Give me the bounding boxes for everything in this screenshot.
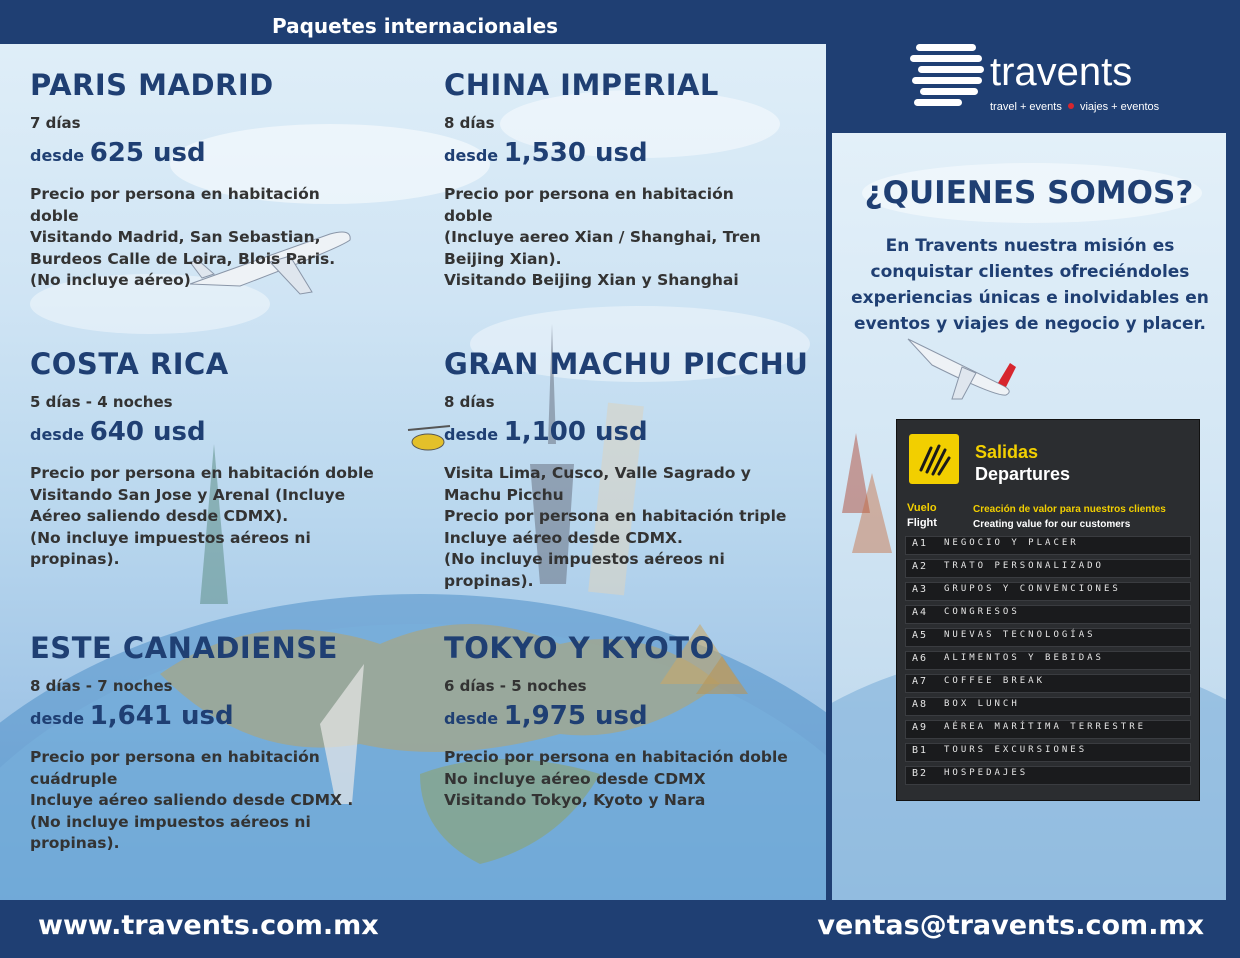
package-duration: 8 días bbox=[444, 114, 495, 132]
about-panel bbox=[832, 133, 1226, 900]
package-duration: 8 días - 7 noches bbox=[30, 677, 173, 695]
board-row-code: A8 bbox=[912, 699, 929, 710]
package-title: PARIS MADRID bbox=[30, 68, 274, 102]
tagline-left: travel + events bbox=[990, 101, 1062, 113]
package-description: Visita Lima, Cusco, Valle Sagrado y Machu Picchu Precio por persona en habitación triple Incluye aéreo desde CDMX. (No incluye impuestos aéreos ni propinas). bbox=[444, 464, 787, 590]
package-tokyo-kyoto bbox=[444, 631, 824, 812]
board-row-dest: TOURS EXCURSIONES bbox=[944, 745, 1088, 755]
board-row bbox=[905, 766, 1191, 785]
package-title: TOKYO Y KYOTO bbox=[444, 631, 715, 665]
airplane-icon bbox=[902, 325, 1022, 405]
tagline-right: viajes + eventos bbox=[1079, 101, 1160, 113]
price-amount: 640 usd bbox=[89, 417, 206, 447]
board-row-dest: CONGRESOS bbox=[944, 607, 1020, 617]
board-row-code: B1 bbox=[912, 745, 929, 756]
package-price bbox=[30, 138, 410, 168]
about-text: En Travents nuestra misión es conquistar clientes ofreciéndoles experiencias únicas e inolvidables en eventos y viajes de negocio y placer. bbox=[851, 236, 1209, 334]
package-description: Precio por persona en habitación cuádruple Incluye aéreo saliendo desde CDMX . (No incluye impuestos aéreos ni propinas). bbox=[30, 748, 354, 852]
package-title: CHINA IMPERIAL bbox=[444, 68, 719, 102]
price-amount: 625 usd bbox=[89, 138, 206, 168]
about-title: ¿QUIENES SOMOS? bbox=[864, 175, 1194, 211]
section-label: Paquetes internacionales bbox=[272, 14, 559, 38]
board-row-dest: BOX LUNCH bbox=[944, 699, 1020, 709]
brand-tagline bbox=[990, 101, 1159, 113]
board-row bbox=[905, 536, 1191, 555]
price-amount: 1,641 usd bbox=[89, 701, 234, 731]
board-row-code: A4 bbox=[912, 607, 929, 618]
package-price bbox=[30, 417, 410, 447]
logo-area bbox=[832, 0, 1240, 133]
price-prefix: desde bbox=[30, 146, 85, 165]
package-duration: 5 días - 4 noches bbox=[30, 393, 173, 411]
board-row-code: A3 bbox=[912, 584, 929, 595]
package-description: Precio por persona en habitación doble Visitando Madrid, San Sebastian, Burdeos Calle de Loira, Blois Paris. (No incluye aéreo) bbox=[30, 185, 336, 289]
board-subtitle-en: Creating value for our customers bbox=[973, 519, 1131, 530]
board-row-dest: GRUPOS Y CONVENCIONES bbox=[944, 584, 1121, 594]
board-row-dest: ALIMENTOS Y BEBIDAS bbox=[944, 653, 1104, 663]
board-title-en: Departures bbox=[975, 464, 1071, 484]
board-row-code: A1 bbox=[912, 538, 929, 549]
tagline-dot-icon bbox=[1068, 103, 1074, 109]
board-row-dest: TRATO PERSONALIZADO bbox=[944, 561, 1104, 571]
price-prefix: desde bbox=[30, 425, 85, 444]
package-description: Precio por persona en habitación doble (Incluye aereo Xian / Shanghai, Tren Beijing Xian). Visitando Beijing Xian y Shanghai bbox=[444, 185, 761, 289]
board-row bbox=[905, 651, 1191, 670]
package-description: Precio por persona en habitación doble No incluye aéreo desde CDMX Visitando Tokyo, Kyoto y Nara bbox=[444, 748, 788, 809]
package-paris-madrid bbox=[30, 68, 410, 292]
price-prefix: desde bbox=[444, 146, 499, 165]
board-row-code: A2 bbox=[912, 561, 929, 572]
board-row bbox=[905, 628, 1191, 647]
departures-board bbox=[896, 419, 1200, 801]
package-este-canadiense bbox=[30, 631, 410, 855]
travents-logo-icon bbox=[908, 42, 988, 108]
price-amount: 1,530 usd bbox=[503, 138, 648, 168]
board-row bbox=[905, 674, 1191, 693]
package-title: ESTE CANADIENSE bbox=[30, 631, 338, 665]
package-duration: 8 días bbox=[444, 393, 495, 411]
price-prefix: desde bbox=[444, 709, 499, 728]
price-prefix: desde bbox=[30, 709, 85, 728]
board-row bbox=[905, 720, 1191, 739]
package-china-imperial bbox=[444, 68, 824, 292]
package-price bbox=[444, 701, 824, 731]
main-panel bbox=[0, 44, 826, 900]
package-costa-rica bbox=[30, 347, 410, 571]
price-prefix: desde bbox=[444, 425, 499, 444]
package-title: GRAN MACHU PICCHU bbox=[444, 347, 809, 381]
board-title-es: Salidas bbox=[975, 442, 1039, 462]
website-link[interactable]: www.travents.com.mx bbox=[38, 910, 379, 941]
board-row-code: B2 bbox=[912, 768, 929, 779]
board-row-dest: AÉREA MARÍTIMA TERRESTRE bbox=[944, 722, 1147, 732]
board-row-dest: HOSPEDAJES bbox=[944, 768, 1029, 778]
board-subtitle-es: Creación de valor para nuestros clientes bbox=[973, 504, 1166, 515]
price-amount: 1,975 usd bbox=[503, 701, 648, 731]
board-row-dest: NEGOCIO Y PLACER bbox=[944, 538, 1079, 548]
board-row bbox=[905, 559, 1191, 578]
package-duration: 6 días - 5 noches bbox=[444, 677, 587, 695]
package-description: Precio por persona en habitación doble Visitando San Jose y Arenal (Incluye Aéreo saliendo desde CDMX). (No incluye impuestos aéreos ni propinas). bbox=[30, 464, 374, 568]
email-link[interactable]: ventas@travents.com.mx bbox=[817, 910, 1204, 941]
price-amount: 1,100 usd bbox=[503, 417, 648, 447]
package-duration: 7 días bbox=[30, 114, 81, 132]
package-price bbox=[444, 417, 824, 447]
board-row-code: A9 bbox=[912, 722, 929, 733]
board-row bbox=[905, 697, 1191, 716]
package-gran-machu-picchu bbox=[444, 347, 824, 592]
board-row-dest: COFFEE BREAK bbox=[944, 676, 1046, 686]
board-row-code: A7 bbox=[912, 676, 929, 687]
board-row bbox=[905, 582, 1191, 601]
package-price bbox=[30, 701, 410, 731]
package-price bbox=[444, 138, 824, 168]
package-title: COSTA RICA bbox=[30, 347, 229, 381]
board-row bbox=[905, 605, 1191, 624]
hand-icon bbox=[909, 434, 959, 484]
board-col-en: Flight bbox=[907, 517, 937, 529]
brand-name: travents bbox=[990, 50, 1133, 94]
board-row-dest: NUEVAS TECNOLOGÍAS bbox=[944, 630, 1096, 640]
board-col-es: Vuelo bbox=[907, 502, 937, 514]
board-row-code: A5 bbox=[912, 630, 929, 641]
board-row-code: A6 bbox=[912, 653, 929, 664]
board-row bbox=[905, 743, 1191, 762]
